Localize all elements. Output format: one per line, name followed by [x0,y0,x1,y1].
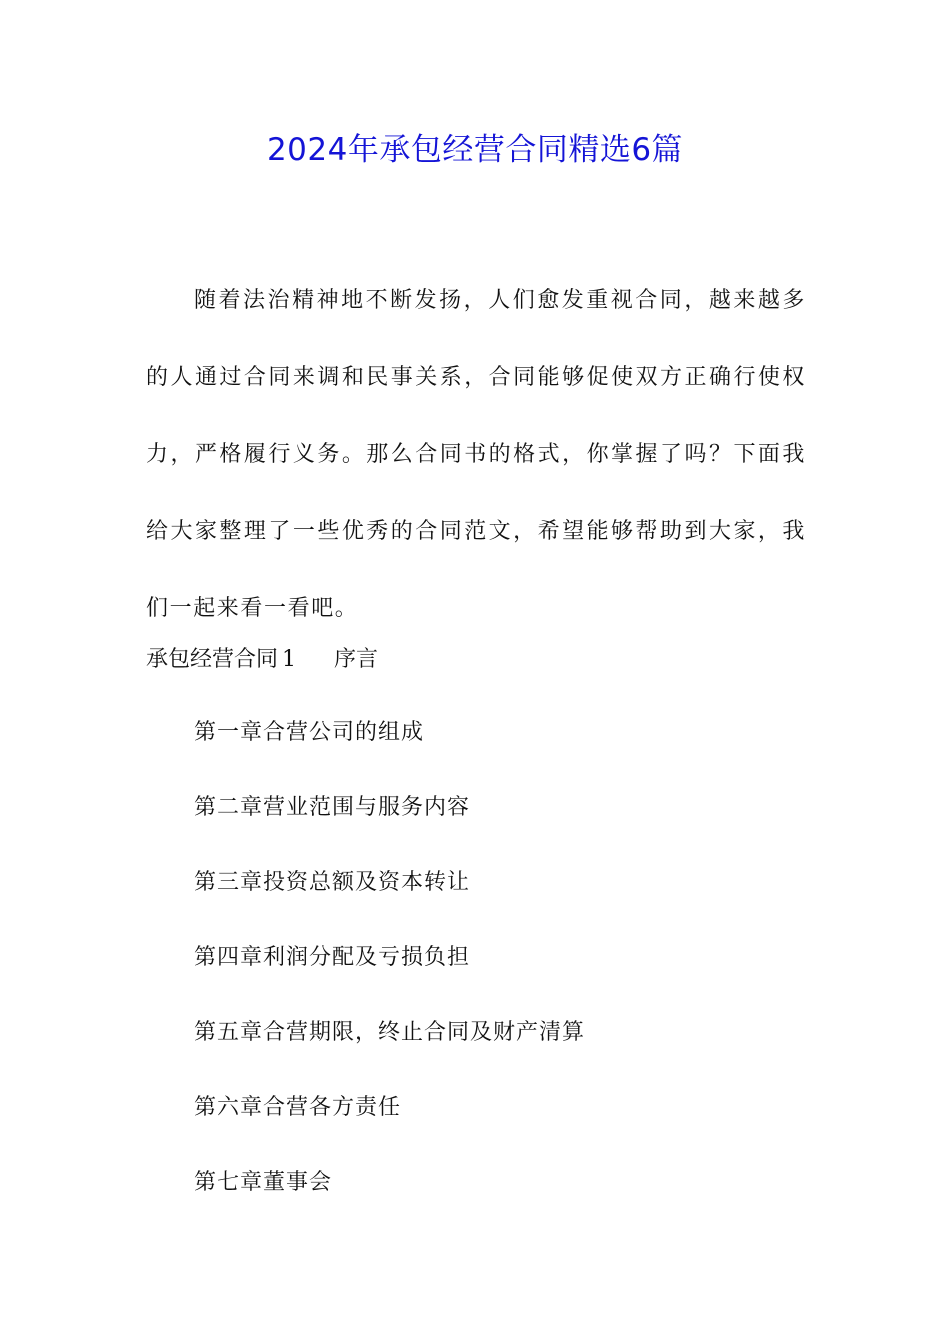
document-title: 2024年承包经营合同精选6篇 [266,132,684,168]
chapter-item: 第六章合营各方责任 [194,1095,402,1120]
chapter-item: 第五章合营期限，终止合同及财产清算 [194,1020,586,1045]
chapter-item: 第七章董事会 [194,1170,333,1195]
section-subheading: 序言 [334,647,379,672]
section-number: 1 [282,647,297,672]
section-heading: 承包经营合同 [146,647,279,672]
chapter-item: 第三章投资总额及资本转让 [194,870,471,895]
intro-paragraph: 随着法治精神地不断发扬，人们愈发重视合同，越来越多的人通过合同来调和民事关系，合同能够促使双方正确行使权力，严格履行义务。那么合同书的格式，你掌握了吗？下面我给大家整理了一些优秀的合同范文，希望能够帮助到大家，我们一起来看一看吧。 [146,288,806,621]
chapter-list [194,713,585,1238]
section-heading-line [146,640,806,680]
chapter-item: 第二章营业范围与服务内容 [194,795,471,820]
chapter-item: 第一章合营公司的组成 [194,720,425,745]
chapter-item: 第四章利润分配及亏损负担 [194,945,471,970]
